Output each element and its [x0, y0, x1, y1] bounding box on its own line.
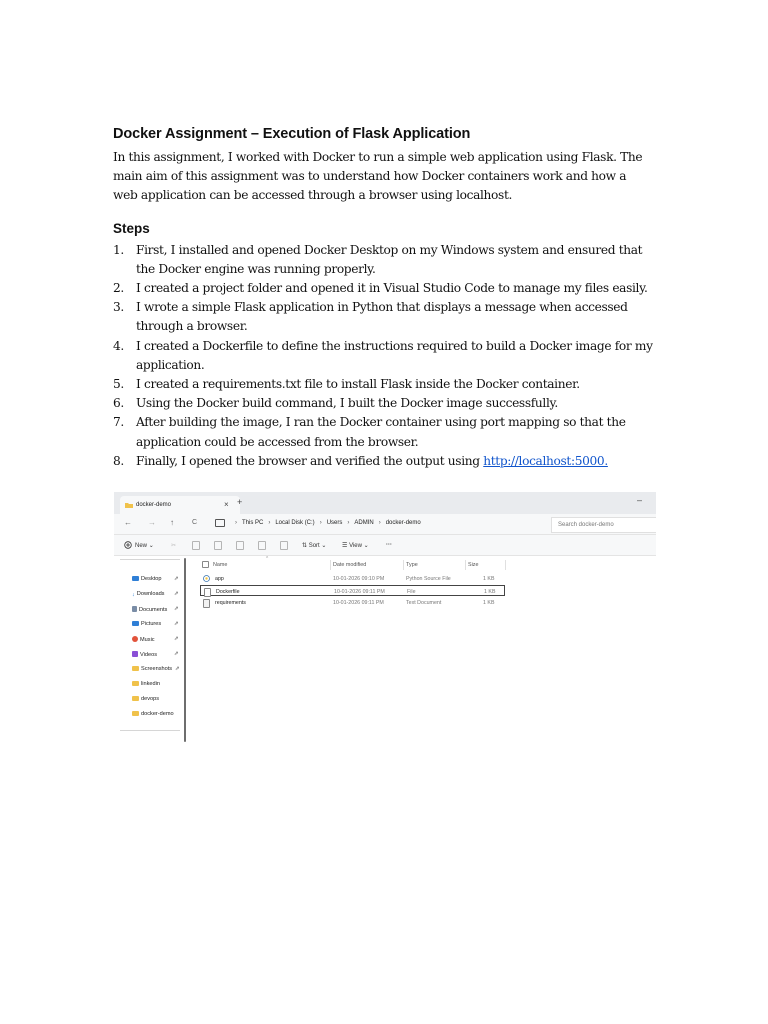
- step-number: 5.: [113, 377, 124, 392]
- file-type: Text Document: [406, 600, 442, 606]
- sidebar-scrollbar[interactable]: [184, 558, 186, 742]
- step-number: 2.: [113, 281, 124, 296]
- rename-icon[interactable]: [236, 541, 244, 550]
- breadcrumb: [230, 520, 421, 526]
- folder-icon: [132, 711, 139, 716]
- paste-icon[interactable]: [214, 541, 222, 550]
- step-number: 7.: [113, 415, 124, 430]
- file-row-app[interactable]: [200, 573, 505, 584]
- text-document-icon: [203, 599, 210, 608]
- chevron-down-icon: ⌄: [321, 543, 327, 549]
- chevron-right-icon: ›: [319, 520, 322, 526]
- sidebar-item-docker-demo[interactable]: [132, 711, 174, 717]
- sidebar-item-label: Desktop: [141, 576, 162, 582]
- step-text: First, I installed and opened Docker Desktop on my Windows system and ensured that: [136, 242, 643, 257]
- plus-circle-icon: [124, 541, 132, 549]
- step-text: application could be accessed from the browser.: [136, 434, 419, 449]
- chevron-right-icon: ›: [378, 520, 381, 526]
- step-number: 6.: [113, 396, 124, 411]
- column-divider[interactable]: [403, 560, 404, 570]
- intro-paragraph: [113, 148, 658, 206]
- file-type: Python Source File: [406, 576, 451, 582]
- file-size: 1 KB: [484, 589, 496, 595]
- breadcrumb-this-pc[interactable]: This PC: [242, 520, 264, 526]
- tab-docker-demo[interactable]: [120, 496, 243, 514]
- music-icon: [132, 636, 138, 642]
- sidebar-item-label: Music: [140, 637, 155, 643]
- document-title: Docker Assignment – Execution of Flask Application: [113, 126, 471, 142]
- sidebar-item-videos[interactable]: [132, 651, 179, 658]
- forward-button[interactable]: →: [148, 518, 156, 527]
- sidebar-item-label: docker-demo: [141, 711, 174, 717]
- pin-icon: ⇗: [174, 576, 179, 582]
- file-icon: [204, 588, 211, 597]
- column-divider[interactable]: [465, 560, 466, 570]
- file-row-dockerfile[interactable]: [200, 585, 505, 596]
- file-list: [190, 556, 656, 742]
- step-item: [113, 413, 658, 451]
- close-icon[interactable]: ×: [224, 500, 229, 509]
- folder-icon: [132, 696, 139, 701]
- file-size: 1 KB: [483, 600, 495, 606]
- download-icon: ↓: [132, 592, 135, 598]
- divider: [120, 559, 180, 560]
- minimize-button[interactable]: –: [637, 495, 643, 505]
- sidebar-item-downloads[interactable]: [132, 591, 179, 598]
- new-button[interactable]: [135, 542, 154, 549]
- pin-icon: ⇗: [174, 606, 179, 612]
- step-text: I created a Dockerfile to define the instructions required to build a Docker image for my: [136, 338, 653, 353]
- step-item: [113, 337, 658, 375]
- cut-icon[interactable]: ✂: [171, 543, 177, 549]
- step-text: Finally, I opened the browser and verified the output using: [136, 453, 484, 468]
- file-row-requirements[interactable]: [200, 597, 505, 608]
- steps-heading: Steps: [113, 220, 150, 236]
- copy-icon[interactable]: [192, 541, 200, 550]
- folder-icon: [125, 502, 133, 508]
- step-number: 1.: [113, 242, 124, 257]
- monitor-icon: [215, 519, 225, 527]
- new-label: New: [135, 543, 148, 549]
- sidebar-item-label: devops: [141, 696, 160, 702]
- sidebar-item-label: Downloads: [136, 591, 165, 597]
- chevron-up-icon: ⌃: [265, 556, 270, 562]
- pin-icon: ⇗: [174, 636, 179, 642]
- explorer-tab-bar: [114, 492, 656, 514]
- sidebar-item-label: linkedin: [141, 681, 160, 687]
- search-placeholder: Search docker-demo: [558, 522, 614, 528]
- step-number: 3.: [113, 300, 124, 315]
- step-text: through a browser.: [136, 319, 248, 334]
- sidebar-item-music[interactable]: [132, 636, 179, 643]
- document-body: [113, 124, 658, 471]
- step-text: After building the image, I ran the Docker container using port mapping so that the: [136, 415, 626, 430]
- search-input[interactable]: [551, 517, 656, 533]
- column-divider[interactable]: [505, 560, 506, 570]
- sort-label: Sort: [308, 543, 320, 549]
- file-type: File: [407, 589, 416, 595]
- delete-icon[interactable]: [280, 541, 288, 550]
- navigation-pane: [114, 556, 186, 742]
- videos-icon: [132, 651, 138, 657]
- view-label: View: [349, 543, 362, 549]
- chevron-right-icon: ›: [268, 520, 271, 526]
- view-icon: ☰: [342, 543, 348, 549]
- chevron-down-icon: ⌄: [148, 543, 154, 549]
- step-number: 8.: [113, 453, 124, 468]
- sort-button[interactable]: [302, 542, 326, 549]
- step-item: [113, 394, 658, 413]
- pin-icon: ⇗: [175, 666, 180, 672]
- select-all-checkbox[interactable]: [202, 561, 209, 568]
- step-item: [113, 375, 658, 394]
- divider: [120, 730, 180, 731]
- step-text: the Docker engine was running properly.: [136, 261, 376, 276]
- pin-icon: ⇗: [174, 591, 179, 597]
- folder-icon: [132, 666, 139, 671]
- explorer-screenshot: [114, 492, 656, 742]
- sidebar-item-screenshots[interactable]: [132, 666, 180, 672]
- intro-line: web application can be accessed through a browser using localhost.: [113, 188, 513, 203]
- file-date: 10-01-2026 09:10 PM: [333, 576, 385, 582]
- file-date: 10-01-2026 09:11 PM: [333, 600, 384, 606]
- column-header-date[interactable]: Date modified: [333, 562, 367, 568]
- refresh-button[interactable]: C: [192, 519, 198, 526]
- sidebar-item-pictures[interactable]: [132, 621, 179, 627]
- file-name: requirements: [215, 600, 246, 606]
- sidebar-item-desktop[interactable]: [132, 576, 179, 582]
- up-button[interactable]: ↑: [170, 518, 174, 527]
- pin-icon: ⇗: [174, 621, 179, 627]
- column-header-type[interactable]: Type: [406, 562, 418, 568]
- back-button[interactable]: ←: [124, 518, 132, 527]
- explorer-nav-bar: [114, 514, 656, 535]
- sidebar-item-label: Pictures: [141, 621, 162, 627]
- file-name: app: [215, 576, 224, 582]
- column-header-name[interactable]: Name: [213, 562, 228, 568]
- chevron-right-icon: ›: [235, 520, 237, 526]
- sidebar-item-label: Documents: [139, 607, 168, 613]
- breadcrumb-local-disk[interactable]: Local Disk (C:): [275, 520, 315, 526]
- step-text: I created a requirements.txt file to install Flask inside the Docker container.: [136, 377, 580, 392]
- sort-icon: ⇅: [302, 543, 308, 549]
- step-text: I created a project folder and opened it in Visual Studio Code to manage my files easily.: [136, 281, 648, 296]
- sidebar-item-label: Videos: [140, 652, 158, 658]
- steps-list: [113, 241, 658, 471]
- sidebar-item-label: Screenshots: [141, 666, 173, 672]
- step-item: [113, 452, 658, 471]
- step-text: Using the Docker build command, I built the Docker image successfully.: [136, 396, 558, 411]
- folder-icon: [132, 681, 139, 686]
- more-options-button[interactable]: ···: [386, 542, 392, 548]
- localhost-link[interactable]: http://localhost:5000.: [483, 453, 608, 468]
- step-item: [113, 279, 658, 298]
- intro-line: main aim of this assignment was to understand how Docker containers work and how a: [113, 169, 627, 184]
- sidebar-item-devops[interactable]: [132, 696, 159, 702]
- sidebar-item-documents[interactable]: [132, 606, 179, 613]
- explorer-command-bar: [114, 535, 656, 556]
- step-item: [113, 298, 658, 336]
- breadcrumb-admin[interactable]: ADMIN: [354, 520, 374, 526]
- pin-icon: ⇗: [174, 651, 179, 657]
- python-file-icon: [203, 575, 210, 582]
- file-size: 1 KB: [483, 576, 495, 582]
- new-tab-button[interactable]: +: [237, 497, 243, 507]
- column-header-size[interactable]: Size: [468, 562, 479, 568]
- chevron-right-icon: ›: [347, 520, 350, 526]
- intro-line: In this assignment, I worked with Docker to run a simple web application using Flask. The: [113, 150, 643, 164]
- document-icon: [132, 606, 137, 612]
- step-number: 4.: [113, 338, 124, 353]
- step-item: [113, 241, 658, 279]
- sidebar-item-linkedin[interactable]: [132, 681, 160, 687]
- pictures-icon: [132, 621, 139, 626]
- breadcrumb-docker-demo[interactable]: docker-demo: [385, 520, 421, 526]
- breadcrumb-users[interactable]: Users: [326, 520, 343, 526]
- file-date: 10-01-2026 09:11 PM: [334, 589, 385, 595]
- tab-label: docker-demo: [136, 502, 172, 508]
- chevron-down-icon: ⌄: [363, 543, 369, 549]
- column-divider[interactable]: [330, 560, 331, 570]
- desktop-icon: [132, 576, 139, 581]
- view-button[interactable]: [342, 542, 369, 549]
- step-text: I wrote a simple Flask application in Python that displays a message when accessed: [136, 300, 628, 315]
- file-name: Dockerfile: [216, 589, 240, 595]
- step-text: application.: [136, 357, 205, 372]
- share-icon[interactable]: [258, 541, 266, 550]
